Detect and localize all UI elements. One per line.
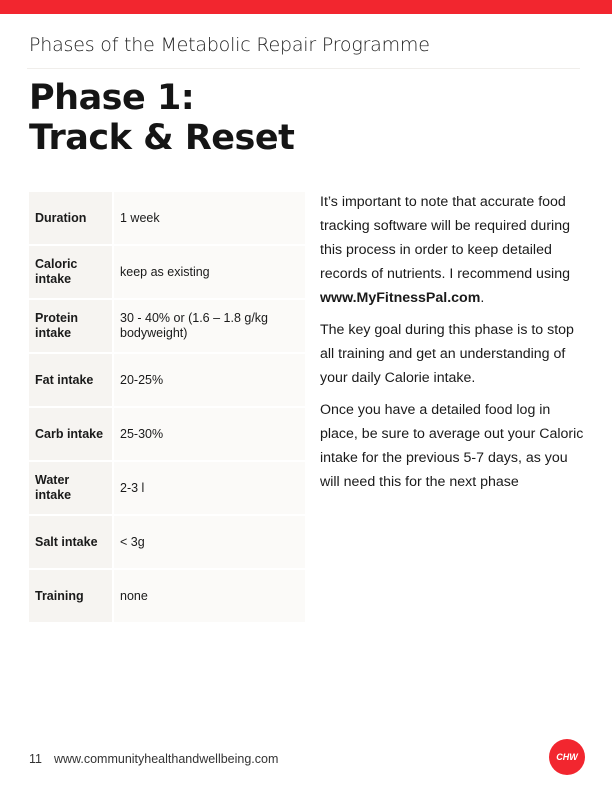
table-row	[29, 300, 305, 352]
row-label: Fat intake	[29, 354, 112, 406]
row-label: Salt intake	[29, 516, 112, 568]
row-label: Water intake	[29, 462, 112, 514]
row-value: 30 - 40% or (1.6 – 1.8 g/kg bodyweight)	[112, 300, 305, 352]
row-value: keep as existing	[112, 246, 305, 298]
paragraph-3: Once you have a detailed food log in place, be sure to average out your Caloric intake for the previous 5-7 days, as you will need this for the next phase	[320, 402, 584, 490]
row-value: 2-3 l	[112, 462, 305, 514]
row-label: Caloric intake	[29, 246, 112, 298]
row-value: < 3g	[112, 516, 305, 568]
table-row	[29, 192, 305, 244]
table-row	[29, 246, 305, 298]
paragraph-1-text: It’s important to note that accurate food tracking software will be required during this process in order to keep detailed records of nutrients. I recommend using	[320, 194, 570, 282]
footer-url[interactable]: www.communityhealthandwellbeing.com	[53, 752, 279, 766]
table-row	[29, 354, 305, 406]
row-label: Training	[29, 570, 112, 622]
table-row	[29, 516, 305, 568]
myfitnesspal-link[interactable]: www.MyFitnessPal.com	[320, 290, 481, 306]
row-value: 20-25%	[112, 354, 305, 406]
row-value: 1 week	[112, 192, 305, 244]
paragraph-1-end: .	[480, 290, 485, 306]
phase-details-table	[29, 190, 305, 624]
page-title	[29, 78, 294, 158]
top-accent-bar	[0, 0, 612, 14]
table-row	[29, 408, 305, 460]
paragraph-2: The key goal during this phase is to stop all training and get an understanding of your daily Calorie intake.	[320, 322, 574, 386]
body-text	[320, 190, 590, 502]
footer	[29, 752, 290, 766]
row-value: none	[112, 570, 305, 622]
title-line-2: Track & Reset	[29, 118, 295, 158]
table-row	[29, 462, 305, 514]
divider	[27, 68, 580, 69]
section-title: Phases of the Metabolic Repair Programme	[29, 34, 430, 56]
table-row	[29, 570, 305, 622]
title-line-1: Phase 1:	[29, 78, 195, 118]
row-label: Duration	[29, 192, 112, 244]
page-number: 11	[29, 752, 42, 766]
row-label: Protein intake	[29, 300, 112, 352]
chw-logo: CHW	[549, 739, 585, 775]
paragraph-1	[320, 190, 590, 310]
row-label: Carb intake	[29, 408, 112, 460]
row-value: 25-30%	[112, 408, 305, 460]
